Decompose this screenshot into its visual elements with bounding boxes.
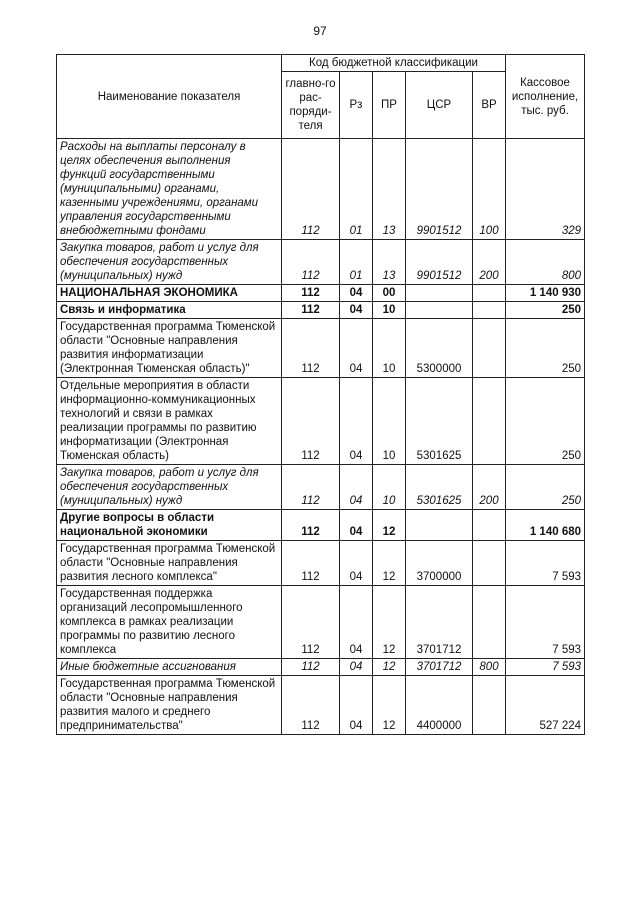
cell-name: Государственная программа Тюменской области "Основные направления развития малого и среднего предпринимательства": [57, 676, 282, 735]
cell-pr: 00: [373, 285, 406, 302]
cell-rz: 01: [340, 139, 373, 240]
cell-pr: 12: [373, 510, 406, 541]
header-row-top: [57, 55, 585, 72]
cell-pr: 10: [373, 465, 406, 510]
cell-rz: 04: [340, 586, 373, 659]
cell-vr: 800: [473, 659, 506, 676]
cell-glav: 112: [282, 659, 340, 676]
table-row: [57, 676, 585, 735]
cell-vr: [473, 319, 506, 378]
table-row: [57, 541, 585, 586]
cell-glav: 112: [282, 319, 340, 378]
cell-vr: [473, 285, 506, 302]
cell-vr: [473, 676, 506, 735]
cell-pr: 12: [373, 676, 406, 735]
cell-glav: 112: [282, 586, 340, 659]
cell-amount: 250: [506, 302, 585, 319]
cell-name: Связь и информатика: [57, 302, 282, 319]
header-amount: Кассовое исполнение, тыс. руб.: [506, 55, 585, 139]
cell-pr: 13: [373, 240, 406, 285]
cell-vr: [473, 586, 506, 659]
cell-amount: 7 593: [506, 586, 585, 659]
table-row: [57, 659, 585, 676]
cell-amount: 250: [506, 465, 585, 510]
cell-amount: 1 140 680: [506, 510, 585, 541]
cell-name: Государственная поддержка организаций лесопромышленного комплекса в рамках реализации программы по развитию лесного комплекса: [57, 586, 282, 659]
cell-csr: 3701712: [406, 659, 473, 676]
cell-csr: [406, 510, 473, 541]
cell-amount: 800: [506, 240, 585, 285]
cell-vr: [473, 302, 506, 319]
cell-name: Закупка товаров, работ и услуг для обеспечения государственных (муниципальных) нужд: [57, 465, 282, 510]
cell-rz: 01: [340, 240, 373, 285]
header-glav: главно-го рас-поряди-теля: [282, 72, 340, 139]
table-row: [57, 139, 585, 240]
budget-table: [56, 54, 585, 735]
cell-name: Иные бюджетные ассигнования: [57, 659, 282, 676]
cell-rz: 04: [340, 378, 373, 465]
table-row: [57, 586, 585, 659]
cell-amount: 1 140 930: [506, 285, 585, 302]
cell-csr: [406, 285, 473, 302]
cell-name: Расходы на выплаты персоналу в целях обеспечения выполнения функций государственными (муниципальными) органами, казенными учреждениями, органами управления государственными внебюджетными фондами: [57, 139, 282, 240]
cell-csr: 5301625: [406, 465, 473, 510]
cell-csr: 9901512: [406, 139, 473, 240]
cell-rz: 04: [340, 510, 373, 541]
cell-glav: 112: [282, 676, 340, 735]
cell-csr: 5300000: [406, 319, 473, 378]
cell-name: Государственная программа Тюменской области "Основные направления развития информатизации (Электронная Тюменская область)": [57, 319, 282, 378]
table-row: [57, 302, 585, 319]
cell-amount: 7 593: [506, 659, 585, 676]
table-row: [57, 378, 585, 465]
cell-glav: 112: [282, 285, 340, 302]
cell-rz: 04: [340, 659, 373, 676]
cell-name: Государственная программа Тюменской области "Основные направления развития лесного комплекса": [57, 541, 282, 586]
cell-name: Закупка товаров, работ и услуг для обеспечения государственных (муниципальных) нужд: [57, 240, 282, 285]
cell-glav: 112: [282, 139, 340, 240]
cell-name: НАЦИОНАЛЬНАЯ ЭКОНОМИКА: [57, 285, 282, 302]
table-row: [57, 285, 585, 302]
cell-csr: 3700000: [406, 541, 473, 586]
cell-vr: [473, 510, 506, 541]
cell-csr: 5301625: [406, 378, 473, 465]
cell-pr: 10: [373, 378, 406, 465]
cell-pr: 13: [373, 139, 406, 240]
cell-pr: 12: [373, 659, 406, 676]
page-number: 97: [313, 24, 327, 38]
cell-amount: 250: [506, 378, 585, 465]
cell-rz: 04: [340, 319, 373, 378]
cell-amount: 7 593: [506, 541, 585, 586]
cell-rz: 04: [340, 285, 373, 302]
cell-amount: 329: [506, 139, 585, 240]
header-rz: Рз: [340, 72, 373, 139]
cell-glav: 112: [282, 240, 340, 285]
table-row: [57, 240, 585, 285]
cell-glav: 112: [282, 541, 340, 586]
cell-pr: 10: [373, 302, 406, 319]
cell-pr: 12: [373, 541, 406, 586]
cell-csr: 9901512: [406, 240, 473, 285]
header-vr: ВР: [473, 72, 506, 139]
cell-amount: 527 224: [506, 676, 585, 735]
header-pr: ПР: [373, 72, 406, 139]
cell-vr: [473, 541, 506, 586]
cell-glav: 112: [282, 465, 340, 510]
cell-glav: 112: [282, 302, 340, 319]
cell-vr: [473, 378, 506, 465]
cell-glav: 112: [282, 510, 340, 541]
table-row: [57, 319, 585, 378]
cell-vr: 200: [473, 465, 506, 510]
cell-vr: 100: [473, 139, 506, 240]
table-row: [57, 465, 585, 510]
cell-rz: 04: [340, 302, 373, 319]
cell-name: Отдельные мероприятия в области информационно-коммуникационных технологий и связи в рамках реализации программы по развитию информатизации (Электронная Тюменская область): [57, 378, 282, 465]
cell-amount: 250: [506, 319, 585, 378]
cell-csr: 3701712: [406, 586, 473, 659]
cell-name: Другие вопросы в области национальной экономики: [57, 510, 282, 541]
cell-csr: [406, 302, 473, 319]
cell-rz: 04: [340, 465, 373, 510]
header-name: Наименование показателя: [57, 55, 282, 139]
cell-rz: 04: [340, 541, 373, 586]
cell-glav: 112: [282, 378, 340, 465]
table-row: [57, 510, 585, 541]
header-code-group: Код бюджетной классификации: [282, 55, 506, 72]
cell-rz: 04: [340, 676, 373, 735]
cell-pr: 10: [373, 319, 406, 378]
cell-vr: 200: [473, 240, 506, 285]
cell-pr: 12: [373, 586, 406, 659]
table-body: [57, 139, 585, 735]
cell-csr: 4400000: [406, 676, 473, 735]
header-csr: ЦСР: [406, 72, 473, 139]
